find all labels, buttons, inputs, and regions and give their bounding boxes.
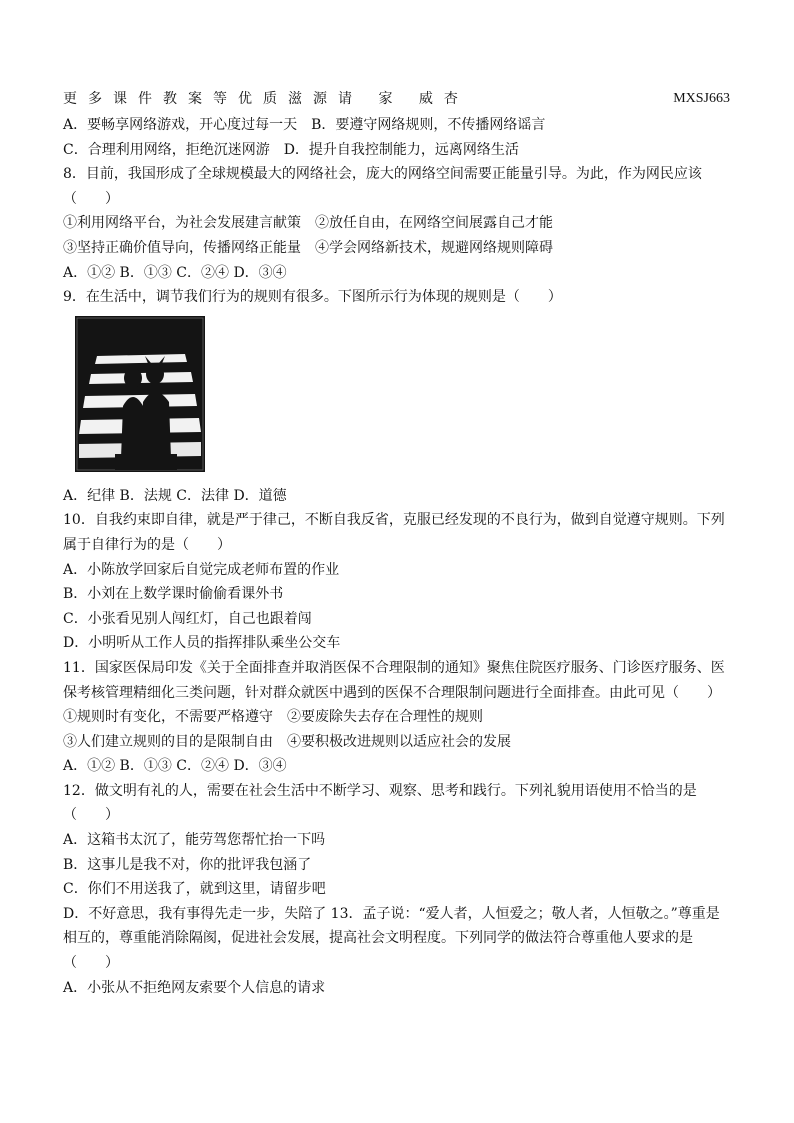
q8-stem: 8．目前，我国形成了全球规模最大的网络社会，庞大的网络空间需要正能量引导。为此，作为网民应该（ ） bbox=[63, 166, 702, 207]
q9-illustration bbox=[75, 316, 205, 472]
q11-options: A．①② B．①③ C．②④ D．③④ bbox=[63, 758, 287, 775]
q10-option-a: A．小陈放学回家后自觉完成老师布置的作业 bbox=[63, 561, 340, 578]
q8-statements-1-2: ①利用网络平台，为社会发展建言献策 ②放任自由，在网络空间展露自己才能 bbox=[63, 215, 553, 232]
header-code: MXSJ663 bbox=[673, 91, 730, 106]
q10-stem: 10．自我约束即自律，就是严于律己，不断自我反省，克服已经发现的不良行为，做到自觉遵守规则。下列属于自律行为的是（ ） bbox=[63, 512, 725, 553]
q12-option-c: C．你们不用送我了，就到这里，请留步吧 bbox=[63, 881, 326, 898]
q12-option-a: A．这箱书太沉了，能劳驾您帮忙抬一下吗 bbox=[63, 832, 326, 849]
q12-option-b: B．这事儿是我不对，你的批评我包涵了 bbox=[63, 856, 312, 873]
q10-option-c: C．小张看见别人闯红灯，自己也跟着闯 bbox=[63, 610, 312, 627]
question-content bbox=[63, 113, 730, 1000]
q11-statements-3-4: ③人们建立规则的目的是限制自由 ④要积极改进规则以适应社会的发展 bbox=[63, 733, 511, 750]
q8-options: A．①② B．①③ C．②④ D．③④ bbox=[63, 264, 287, 281]
q13-option-a: A．小张从不拒绝网友索要个人信息的请求 bbox=[63, 979, 326, 996]
couple-on-stairs-image bbox=[75, 316, 205, 472]
q12-option-d-and-q13-stem: D．不好意思，我有事得先走一步，失陪了 13．孟子说：“爱人者，人恒爱之；敬人者，人恒敬之。”尊重是相互的，尊重能消除隔阂，促进社会发展，提高社会文明程度。下列同学的做法符合尊重他人要求的是（ ） bbox=[63, 905, 720, 972]
q9-stem: 9．在生活中，调节我们行为的规则有很多。下图所示行为体现的规则是（ ） bbox=[63, 289, 562, 306]
q12-stem: 12．做文明有礼的人，需要在社会生活中不断学习、观察、思考和践行。下列礼貌用语使用不恰当的是（ ） bbox=[63, 782, 697, 824]
q10-option-d: D．小明听从工作人员的指挥排队乘坐公交车 bbox=[63, 635, 341, 652]
q11-stem: 11．国家医保局印发《关于全面排查并取消医保不合理限制的通知》聚焦住院医疗服务、门诊医疗服务、医保考核管理精细化三类问题，针对群众就医中遇到的医保不合理限制问题进行全面排查。由此可见（ ） bbox=[63, 659, 725, 701]
q7-options-cd: C．合理利用网络，拒绝沉迷网游 D．提升自我控制能力，远离网络生活 bbox=[63, 141, 519, 158]
q11-statements-1-2: ①规则时有变化，不需要严格遵守 ②要废除失去存在合理性的规则 bbox=[63, 709, 483, 726]
header-promo-text: 更多课件教案等优质滋源请 家 威杏 bbox=[63, 91, 469, 107]
q8-statements-3-4: ③坚持正确价值导向，传播网络正能量 ④学会网络新技术，规避网络规则障碍 bbox=[63, 239, 553, 256]
page-header bbox=[63, 88, 730, 110]
q10-option-b: B．小刘在上数学课时偷偷看课外书 bbox=[63, 586, 284, 603]
q9-options: A．纪律 B．法规 C．法律 D．道德 bbox=[63, 487, 287, 504]
q7-options-ab: A．要畅享网络游戏，开心度过每一天 B．要遵守网络规则，不传播网络谣言 bbox=[63, 117, 546, 133]
